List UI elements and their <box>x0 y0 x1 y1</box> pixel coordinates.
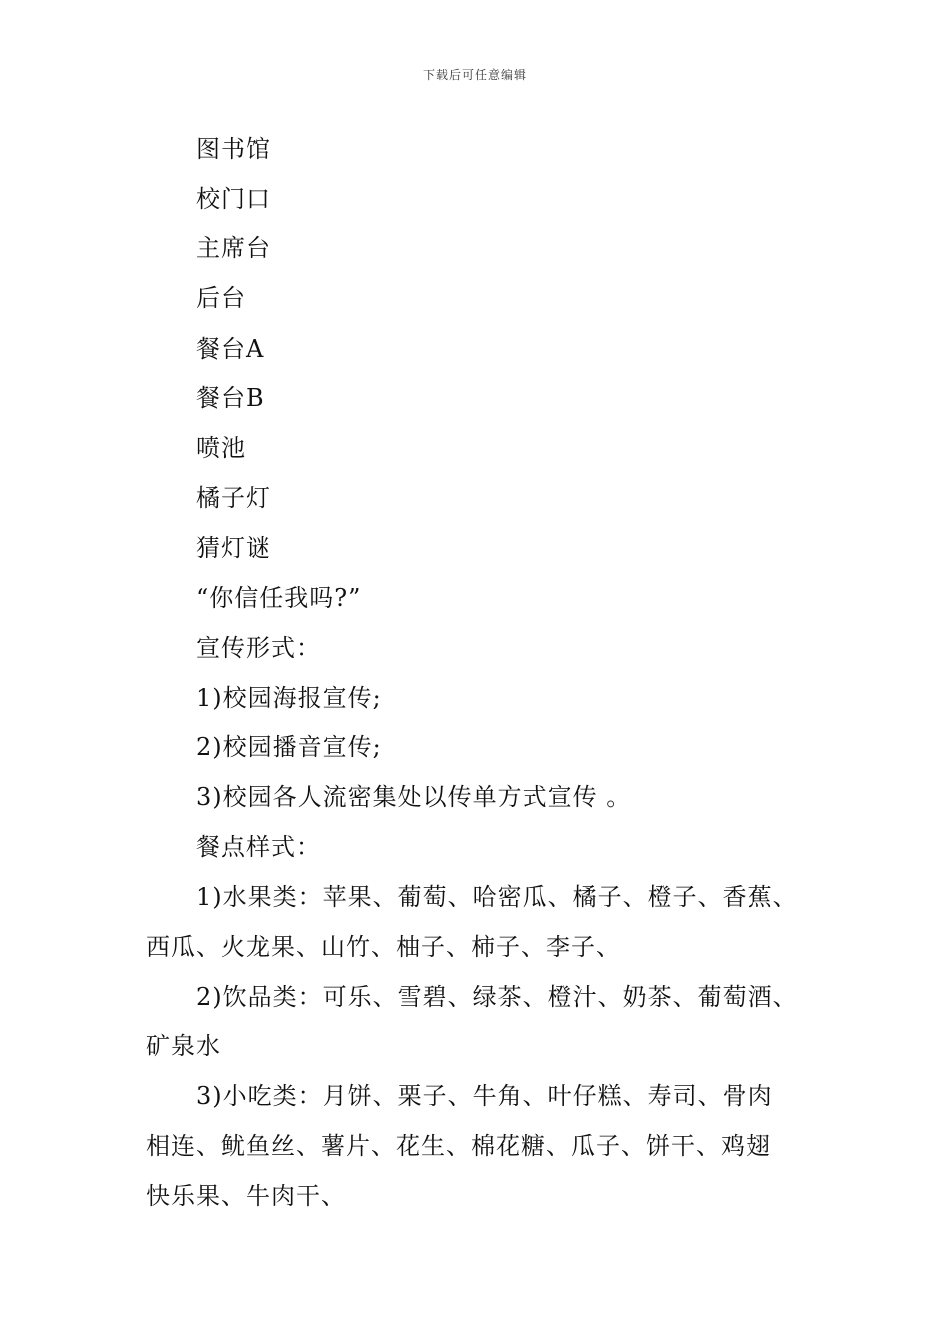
location-school-gate: 校门口 <box>196 185 271 213</box>
item-orange-lantern: 橘子灯 <box>196 484 271 512</box>
promotion-item-3: 3)校园各人流密集处以传单方式宣传 。 <box>196 783 632 811</box>
location-backstage: 后台 <box>196 284 246 312</box>
drink-list-line-2: 矿泉水 <box>146 1032 221 1060</box>
location-main-stage: 主席台 <box>196 234 271 262</box>
snack-list-line-1: 3)小吃类：月饼、栗子、牛角、叶仔糕、寿司、骨肉 <box>196 1082 773 1110</box>
snack-list-line-2: 相连、鱿鱼丝、薯片、花生、棉花糖、瓜子、饼干、鸡翅 <box>146 1132 771 1160</box>
drink-list-line-1: 2)饮品类：可乐、雪碧、绿茶、橙汁、奶茶、葡萄酒、 <box>196 983 798 1011</box>
header-note: 下载后可任意编辑 <box>422 68 527 82</box>
location-fountain: 喷池 <box>196 434 246 462</box>
item-lantern-riddles: 猜灯谜 <box>196 534 271 562</box>
snack-list-line-3: 快乐果、牛肉干、 <box>146 1182 346 1210</box>
location-dining-table-a: 餐台A <box>196 335 265 363</box>
fruit-list-line-1: 1)水果类：苹果、葡萄、哈密瓜、橘子、橙子、香蕉、 <box>196 883 798 911</box>
fruit-list-line-2: 西瓜、火龙果、山竹、柚子、柿子、李子、 <box>146 933 621 961</box>
quote-trust: “你信任我吗?” <box>196 584 362 612</box>
promotion-item-2: 2)校园播音宣传; <box>196 733 382 761</box>
promotion-item-1: 1)校园海报宣传; <box>196 684 382 712</box>
promotion-heading: 宣传形式： <box>196 634 321 662</box>
food-style-heading: 餐点样式： <box>196 833 321 861</box>
location-dining-table-b: 餐台B <box>196 384 265 412</box>
location-library: 图书馆 <box>196 135 271 163</box>
